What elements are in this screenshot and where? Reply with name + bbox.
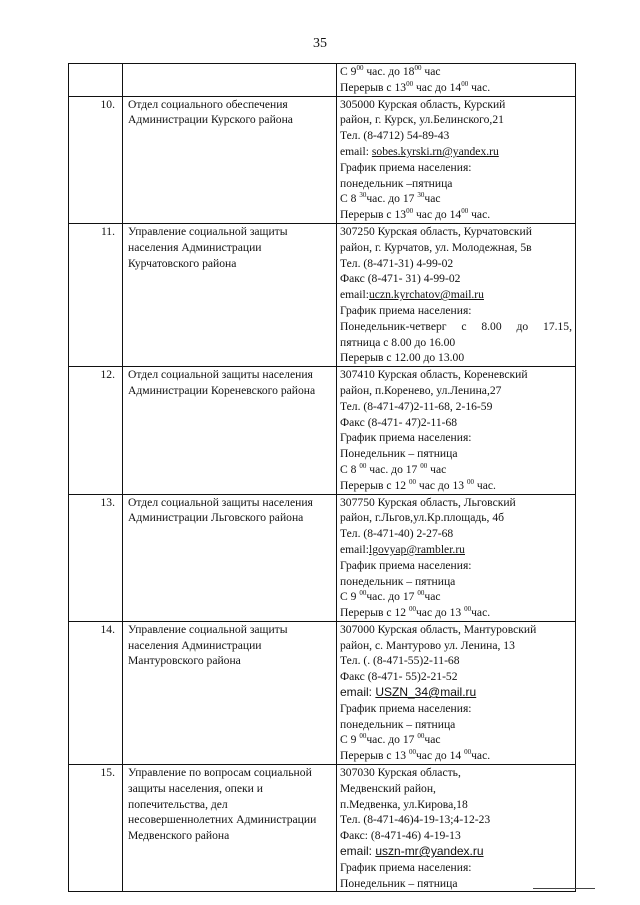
address-line: 305000 Курская область, Курский xyxy=(340,97,506,111)
email-line: email: USZN_34@mail.ru xyxy=(340,685,477,700)
hours-line: С 8 $^{30}$час. до 17 $^{30}$час xyxy=(340,191,441,206)
table-row xyxy=(69,621,576,764)
schedule-days: понедельник –пятница xyxy=(340,176,453,190)
office-name: Отдел социальной защиты населения Администрации Кореневского района xyxy=(123,367,337,494)
schedule-days: понедельник – пятница xyxy=(340,574,456,588)
hours-line: С $9^{00}$ час. до $18^{00}$ час xyxy=(340,64,441,78)
email-link[interactable]: USZN_34@mail.ru xyxy=(375,685,477,700)
break-line: Перерыв с 12 $^{00}$час до 13 $^{00}$час. xyxy=(340,605,491,620)
hours-line: С 9 $^{00}$час. до 17 $^{00}$час xyxy=(340,732,441,747)
fax-line: Факс (8-471- 55)2-21-52 xyxy=(340,670,458,684)
fax-line: Факс (8-471- 47)2-11-68 xyxy=(340,415,458,429)
table-row xyxy=(69,494,576,621)
phone-line: Тел. (8-4712) 54-89-43 xyxy=(340,129,450,143)
row-number: 10. xyxy=(69,96,123,223)
office-name-cell xyxy=(123,64,337,97)
office-info-cell xyxy=(337,765,576,892)
email-link[interactable]: uczn.kyrchatov@mail.ru xyxy=(368,288,484,302)
office-info-cell xyxy=(337,494,576,621)
office-name: Отдел социальной защиты населения Администрации Льговского района xyxy=(123,494,337,621)
break-line: Перерыв с $13^{00}$ час до $14^{00}$ час. xyxy=(340,79,491,94)
email-link[interactable]: sobes.kyrski.rn@yandex.ru xyxy=(371,144,499,158)
table-row xyxy=(69,223,576,366)
phone-line: Тел. (8-471-46)4-19-13;4-12-23 xyxy=(340,813,491,827)
address-line: 307250 Курская область, Курчатовский xyxy=(340,224,532,238)
break-line: Перерыв с 13 $^{00}$час до 14 $^{00}$час. xyxy=(340,748,491,763)
row-number: 12. xyxy=(69,367,123,494)
email-link[interactable]: lgovyap@rambler.ru xyxy=(368,542,465,556)
hours-line: С 8 $^{00}$ час. до 17 $^{00}$ час xyxy=(340,462,447,476)
offices-table xyxy=(68,63,576,892)
fax-line: Факс (8-471- 31) 4-99-02 xyxy=(340,272,461,286)
office-info-cell xyxy=(337,621,576,764)
schedule-title: График приема населения: xyxy=(340,860,472,874)
table-row-continued xyxy=(69,64,576,97)
schedule-line: пятница с 8.00 до 16.00 xyxy=(340,335,456,349)
schedule-title: График приема населения: xyxy=(340,160,472,174)
break-line: Перерыв с $13^{00}$ час до $14^{00}$ час. xyxy=(340,207,491,222)
phone-line: Тел. (8-471-40) 2-27-68 xyxy=(340,527,454,541)
row-number: 11. xyxy=(69,223,123,366)
footer-rule xyxy=(533,888,595,889)
address-line: район, г.Льгов,ул.Кр.площадь, 4б xyxy=(340,511,505,525)
office-name: Управление социальной защиты населения Администрации Мантуровского района xyxy=(123,621,337,764)
address-line: 307750 Курская область, Льговский xyxy=(340,495,516,509)
row-number: 14. xyxy=(69,621,123,764)
fax-line: Факс: (8-471-46) 4-19-13 xyxy=(340,829,461,843)
phone-line: Тел. (8-471-47)2-11-68, 2-16-59 xyxy=(340,399,493,413)
address-line: 307000 Курская область, Мантуровский xyxy=(340,622,537,636)
address-line: п.Медвенка, ул.Кирова,18 xyxy=(340,797,468,811)
hours-line: С 9 $^{00}$час. до 17 $^{00}$час xyxy=(340,589,441,604)
page-number: 35 xyxy=(313,36,327,51)
schedule-days: Понедельник – пятница xyxy=(340,876,458,890)
table-row xyxy=(69,765,576,892)
office-name: Отдел социального обеспечения Администрации Курского района xyxy=(123,96,337,223)
office-name: Управление социальной защиты населения Администрации Курчатовского района xyxy=(123,223,337,366)
address-line: Медвенский район, xyxy=(340,781,436,795)
address-line: район, с. Мантурово ул. Ленина, 13 xyxy=(340,638,515,652)
schedule-line: Понедельник-четверг с 8.00 до 17.15, xyxy=(340,319,572,333)
schedule-title: График приема населения: xyxy=(340,303,472,317)
office-info-cell xyxy=(337,96,576,223)
address-line: 307410 Курская область, Кореневский xyxy=(340,368,528,382)
break-line: Перерыв с 12 $^{00}$ час до 13 $^{00}$ час. xyxy=(340,477,496,492)
table-row xyxy=(69,96,576,223)
office-name: Управление по вопросам социальной защиты населения, опеки и попечительства, дел несовершеннолетних Администрации Медвенского района xyxy=(123,765,337,892)
schedule-title: График приема населения: xyxy=(340,558,472,572)
office-info-cell xyxy=(337,223,576,366)
office-info-cell xyxy=(337,367,576,494)
schedule-title: График приема населения: xyxy=(340,431,472,445)
email-line: email:lgovyap@rambler.ru xyxy=(340,542,465,556)
schedule-title: График приема населения: xyxy=(340,701,472,715)
email-link[interactable]: uszn-mr@yandex.ru xyxy=(375,844,484,859)
row-number-cell xyxy=(69,64,123,97)
email-line: email: uszn-mr@yandex.ru xyxy=(340,844,484,859)
table-row xyxy=(69,367,576,494)
phone-line: Тел. (8-471-31) 4-99-02 xyxy=(340,256,454,270)
address-line: 307030 Курская область, xyxy=(340,766,461,780)
schedule-days: понедельник – пятница xyxy=(340,717,456,731)
break-line: Перерыв с 12.00 до 13.00 xyxy=(340,351,465,365)
phone-line: Тел. (. (8-471-55)2-11-68 xyxy=(340,654,460,668)
email-line: email:uczn.kyrchatov@mail.ru xyxy=(340,288,484,302)
row-number: 13. xyxy=(69,494,123,621)
row-number: 15. xyxy=(69,765,123,892)
address-line: район, п.Коренево, ул.Ленина,27 xyxy=(340,383,502,397)
office-info-cell xyxy=(337,64,576,97)
address-line: район, г. Курск, ул.Белинского,21 xyxy=(340,113,504,127)
email-line: email: sobes.kyrski.rn@yandex.ru xyxy=(340,144,499,158)
address-line: район, г. Курчатов, ул. Молодежная, 5в xyxy=(340,240,532,254)
schedule-days: Понедельник – пятница xyxy=(340,447,458,461)
